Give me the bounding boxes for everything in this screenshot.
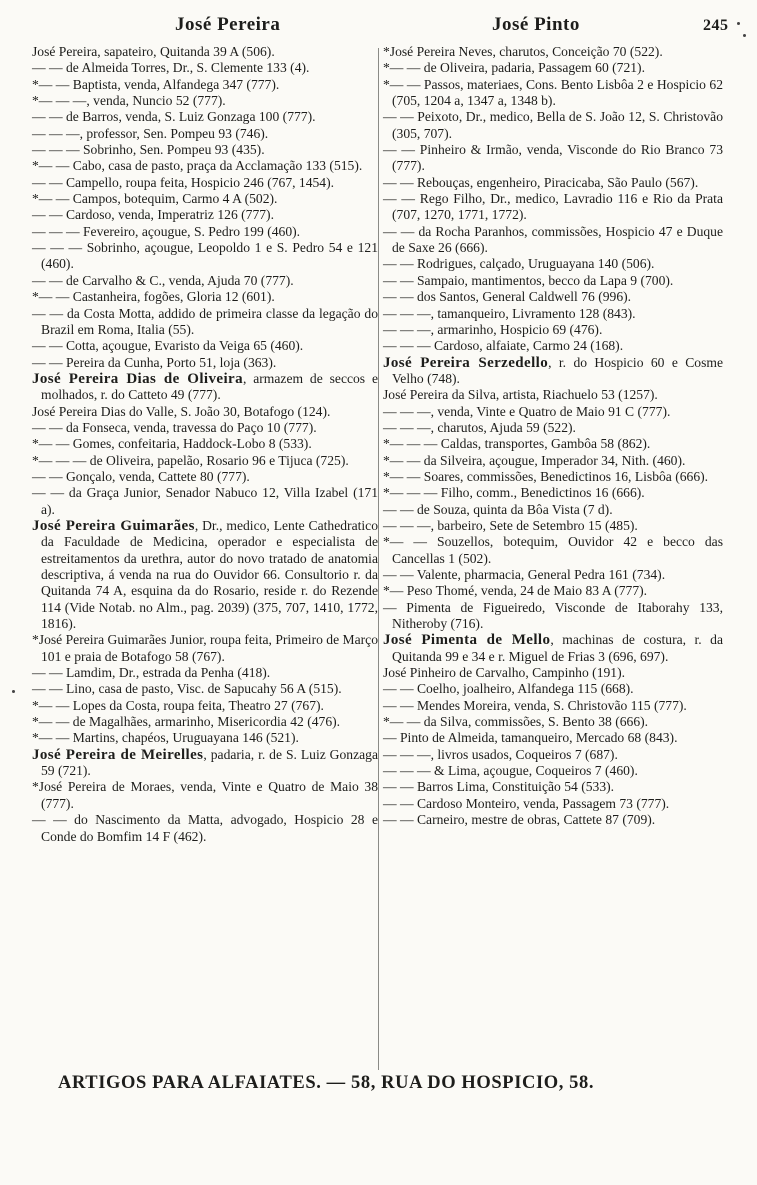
directory-entry: *— — da Silveira, açougue, Imperador 34, Nith. (460). <box>383 452 686 468</box>
directory-entry: *— — Baptista, venda, Alfandega 347 (777). <box>32 76 280 92</box>
directory-entry: — — da Graça Junior, Senador Nabuco 12, Villa Izabel (171 a). <box>32 485 378 517</box>
directory-entry: — — — & Lima, açougue, Coqueiros 7 (460). <box>383 763 638 779</box>
directory-entry: *— — da Silva, commissões, S. Bento 38 (666). <box>383 714 649 730</box>
margin-mark <box>743 34 746 37</box>
directory-entry: — — Sampaio, mantimentos, becco da Lapa 9 (700). <box>383 272 674 288</box>
directory-entry: — — — Fevereiro, açougue, S. Pedro 199 (460). <box>32 223 301 239</box>
directory-entry: — — Cardoso, venda, Imperatriz 126 (777). <box>32 207 274 223</box>
directory-entry: — — do Nascimento da Matta, advogado, Hospicio 28 e Conde do Bomfim 14 F (462). <box>32 812 378 844</box>
directory-entry: — — Campello, roupa feita, Hospicio 246 (767, 1454). <box>32 174 335 190</box>
directory-entry: José Pinheiro de Carvalho, Campinho (191). <box>383 665 626 681</box>
directory-entry: *José Pereira de Moraes, venda, Vinte e Quatro de Maio 38 (777). <box>32 779 378 811</box>
directory-entry: — — Valente, pharmacia, General Pedra 161 (734). <box>383 567 666 582</box>
directory-entry: José Pereira Dias do Valle, S. João 30, Botafogo (124). <box>32 403 331 419</box>
directory-entry: — — da Fonseca, venda, travessa do Paço 10 (777). <box>32 419 317 435</box>
directory-entry <box>383 355 723 388</box>
directory-entry: — — —, venda, Vinte e Quatro de Maio 91 C (777). <box>383 403 671 419</box>
directory-entry: *— — Soares, commissões, Benedictinos 16, Lisbôa (666). <box>383 468 709 484</box>
directory-entry: *— — Passos, materiaes, Cons. Bento Lisbôa 2 e Hospicio 62 (705, 1204 a, 1347 a, 1348 b). <box>383 76 723 109</box>
directory-entry: — — Cardoso Monteiro, venda, Passagem 73 (777). <box>383 795 670 811</box>
directory-entry: — — Carneiro, mestre de obras, Cattete 87 (709). <box>383 812 656 828</box>
entry-details: , armazem de seccos e molhados, r. do Catteto 49 (777). <box>41 370 378 403</box>
directory-entry: — — Lino, casa de pasto, Visc. de Sapucahy 56 A (515). <box>32 681 342 697</box>
directory-entry: — — de Carvalho & C., venda, Ajuda 70 (777). <box>32 272 294 288</box>
directory-entry: — — —, charutos, Ajuda 59 (522). <box>383 419 576 435</box>
footer-advertisement: ARTIGOS PARA ALFAIATES. — 58, RUA DO HOSPICIO, 58. <box>58 1073 595 1093</box>
left-column <box>32 44 378 845</box>
directory-entry: *— — Campos, botequim, Carmo 4 A (502). <box>32 191 278 207</box>
directory-entry: — — — Sobrinho, Sen. Pompeu 93 (435). <box>32 142 265 158</box>
directory-entry: — — da Rocha Paranhos, commissões, Hospicio 47 e Duque de Saxe 26 (666). <box>383 223 723 256</box>
directory-entry: *— — de Magalhães, armarinho, Misericordia 42 (476). <box>32 714 341 730</box>
directory-entry: — — de Barros, venda, S. Luiz Gonzaga 100 (777). <box>32 109 316 125</box>
directory-entry: — — de Almeida Torres, Dr., S. Clemente 133 (4). <box>32 60 310 76</box>
directory-entry: *— — Gomes, confeitaria, Haddock-Lobo 8 (533). <box>32 436 312 452</box>
directory-entry: *— — Castanheira, fogões, Gloria 12 (601). <box>32 289 275 305</box>
directory-entry: *José Pereira Neves, charutos, Conceição 70 (522). <box>383 44 663 59</box>
running-head <box>0 14 757 40</box>
directory-entry: — — Cotta, açougue, Evaristo da Veiga 65 (460). <box>32 338 304 354</box>
directory-entry: — Pinto de Almeida, tamanqueiro, Mercado 68 (843). <box>383 730 678 746</box>
directory-entry: — — Rodrigues, calçado, Uruguayana 140 (506). <box>383 256 655 272</box>
directory-entry <box>32 518 378 632</box>
entry-name: José Pereira Dias de Oliveira <box>32 370 243 387</box>
directory-entry: — — dos Santos, General Caldwell 76 (996). <box>383 289 632 305</box>
directory-entry: — — Rego Filho, Dr., medico, Lavradio 116 e Rio da Prata (707, 1270, 1771, 1772). <box>383 191 723 223</box>
directory-entry: *— — Cabo, casa de pasto, praça da Acclamação 133 (515). <box>32 158 363 174</box>
directory-entry: — Pimenta de Figueiredo, Visconde de Itaborahy 133, Nitheroby (716). <box>383 599 723 632</box>
directory-entry: *— — — Caldas, transportes, Gambôa 58 (862). <box>383 436 651 452</box>
directory-entry: *— — — Filho, comm., Benedictinos 16 (666). <box>383 485 645 501</box>
margin-mark <box>737 22 740 25</box>
header-left: José Pereira <box>175 14 281 35</box>
directory-entry: *— — — de Oliveira, papelão, Rosario 96 e Tijuca (725). <box>32 452 349 468</box>
right-column <box>383 44 723 829</box>
directory-entry: *— Peso Thomé, venda, 24 de Maio 83 A (777). <box>383 583 648 599</box>
directory-entry <box>32 371 378 404</box>
directory-entry: *— — Souzellos, botequim, Ouvidor 42 e becco das Cancellas 1 (502). <box>383 534 723 566</box>
directory-entry: — — Peixoto, Dr., medico, Bella de S. João 12, S. Christovão (305, 707). <box>383 109 723 141</box>
entry-details: , machinas de costura, r. da Quitanda 99 e 34 e r. Miguel de Frias 3 (696, 697). <box>392 632 723 664</box>
entry-name: José Pereira de Meirelles <box>32 746 204 763</box>
directory-entry: — — Pinheiro & Irmão, venda, Visconde do Rio Branco 73 (777). <box>383 142 723 174</box>
page-number: 245 <box>703 17 729 34</box>
directory-entry: — — —, professor, Sen. Pompeu 93 (746). <box>32 125 269 141</box>
directory-entry: — — Gonçalo, venda, Cattete 80 (777). <box>32 468 250 484</box>
directory-entry <box>383 632 723 665</box>
directory-entry: *— — Martins, chapéos, Uruguayana 146 (521). <box>32 730 299 746</box>
directory-entry: — — Mendes Moreira, venda, S. Christovão 115 (777). <box>383 697 687 713</box>
directory-entry: — — de Souza, quinta da Bôa Vista (7 d). <box>383 501 613 517</box>
directory-entry: — — Rebouças, engenheiro, Piracicaba, São Paulo (567). <box>383 174 699 190</box>
entry-name: José Pimenta de Mello <box>383 632 551 649</box>
directory-entry: — — — Cardoso, alfaiate, Carmo 24 (168). <box>383 338 624 354</box>
entry-name: José Pereira Serzedello <box>383 354 549 371</box>
column-divider <box>378 48 379 1070</box>
directory-entry: — — da Costa Motta, addido de primeira classe da legação do Brazil em Roma, Italia (55). <box>32 305 378 337</box>
directory-entry <box>32 747 378 780</box>
directory-entry: — — — Sobrinho, açougue, Leopoldo 1 e S. Pedro 54 e 121 (460). <box>32 240 378 272</box>
margin-mark <box>12 690 15 693</box>
directory-entry: — — —, livros usados, Coqueiros 7 (687). <box>383 746 618 762</box>
directory-entry: *— — Lopes da Costa, roupa feita, Theatro 27 (767). <box>32 697 324 713</box>
entry-details: , padaria, r. de S. Luiz Gonzaga 59 (721). <box>41 746 378 779</box>
entry-name: José Pereira Guimarães <box>32 517 195 534</box>
directory-entry: — — Lamdim, Dr., estrada da Penha (418). <box>32 665 271 681</box>
directory-entry: — — Pereira da Cunha, Porto 51, loja (363). <box>32 354 277 370</box>
directory-entry: José Pereira da Silva, artista, Riachuelo 53 (1257). <box>383 387 658 403</box>
entry-details: , r. do Hospicio 60 e Cosme Velho (748). <box>392 354 723 386</box>
directory-entry: — — Coelho, joalheiro, Alfandega 115 (668). <box>383 681 634 697</box>
header-right: José Pinto <box>492 14 580 35</box>
directory-entry: *— — de Oliveira, padaria, Passagem 60 (721). <box>383 60 645 76</box>
directory-entry: *— — —, venda, Nuncio 52 (777). <box>32 93 226 109</box>
entry-details: , Dr., medico, Lente Cathedratico da Faculdade de Medicina, operador e especialista de estreitamentos da urethra, autor do novo tratado de anatomia descriptiva, á venda na rua do Ouvidor 66. Consultorio r. da Quitanda 74 A, esquina da do Rosario, reside r. do Rezende 114 (Vide Notab. no Alm., pag. 2039) (375, 707, 1410, 1772, 1816). <box>41 517 378 632</box>
directory-entry: José Pereira, sapateiro, Quitanda 39 A (506). <box>32 44 275 59</box>
directory-entry: — — —, barbeiro, Sete de Setembro 15 (485). <box>383 517 638 533</box>
directory-entry: *José Pereira Guimarães Junior, roupa feita, Primeiro de Março 101 e praia de Botafogo 58 (767). <box>32 632 378 664</box>
directory-entry: — — —, tamanqueiro, Livramento 128 (843). <box>383 305 636 321</box>
directory-entry: — — Barros Lima, Constituição 54 (533). <box>383 779 615 795</box>
directory-entry: — — —, armarinho, Hospicio 69 (476). <box>383 321 603 337</box>
